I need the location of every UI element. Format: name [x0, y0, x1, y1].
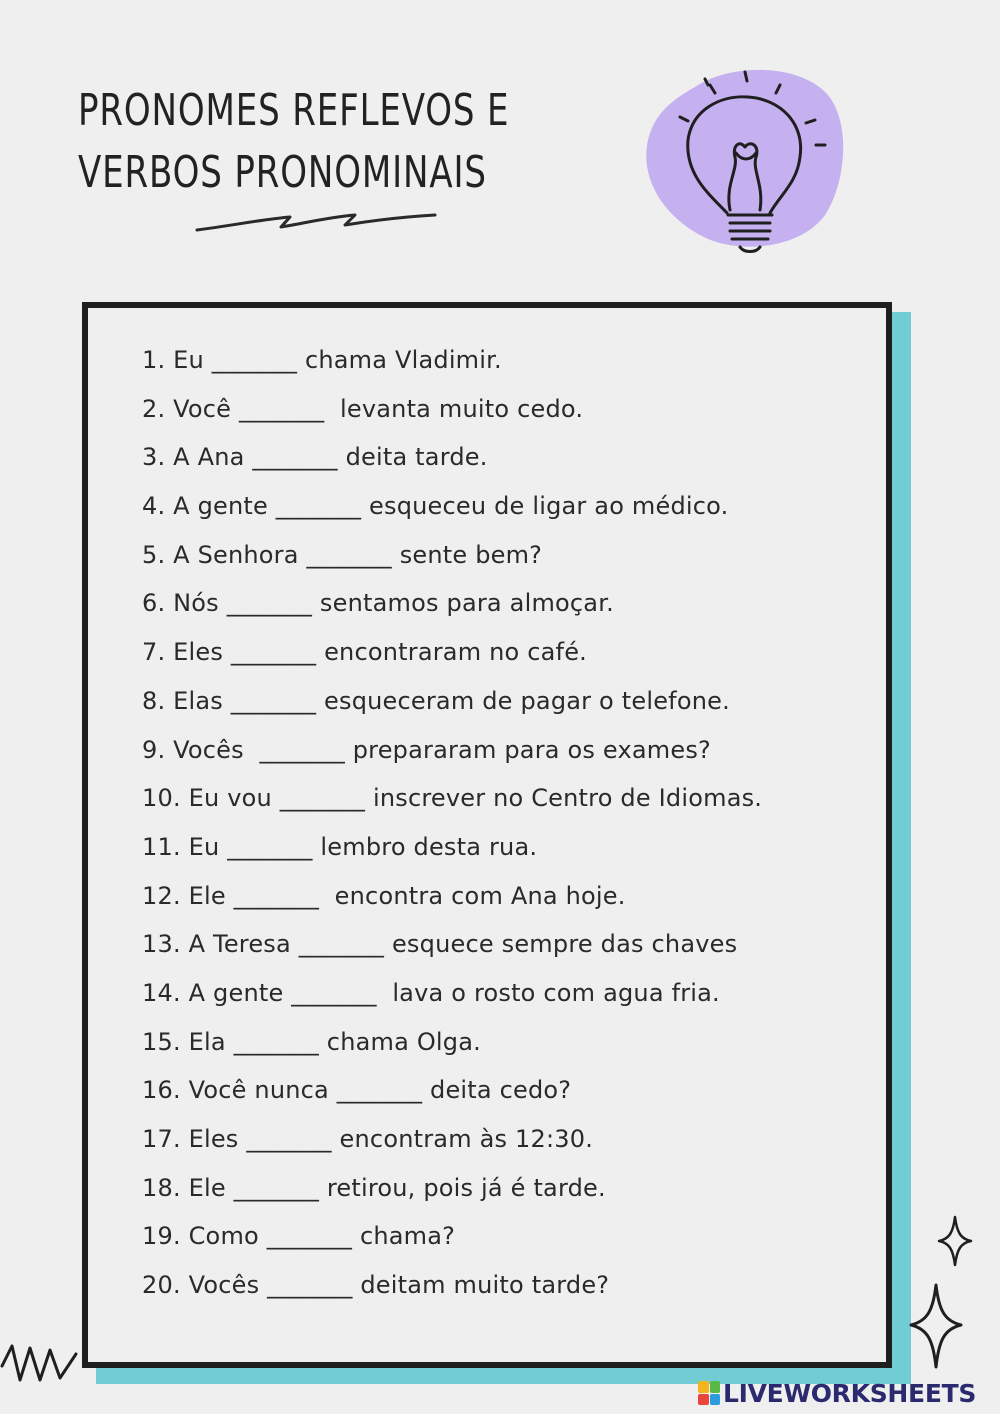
exercise-item-16: 16. Você nunca _______ deita cedo?	[142, 1076, 572, 1105]
exercise-item-8: 8. Elas _______ esqueceram de pagar o telefone.	[142, 686, 730, 715]
exercise-item-11: 11. Eu _______ lembro desta rua.	[142, 832, 538, 861]
exercise-list	[142, 340, 762, 1314]
exercise-item-20: 20. Vocês _______ deitam muito tarde?	[142, 1271, 610, 1300]
exercise-item-9: 9. Vocês _______ prepararam para os exames?	[142, 735, 711, 764]
squiggle-underline-icon	[195, 205, 440, 235]
exercise-item-14: 14. A gente _______ lava o rosto com agua fria.	[142, 978, 720, 1007]
exercise-item-18: 18. Ele _______ retirou, pois já é tarde.	[142, 1173, 606, 1202]
exercise-item-4: 4. A gente _______ esqueceu de ligar ao médico.	[142, 492, 729, 521]
exercise-item-19: 19. Como _______ chama?	[142, 1222, 456, 1251]
exercise-card	[82, 302, 892, 1368]
exercise-item-17: 17. Eles _______ encontram às 12:30.	[142, 1125, 594, 1153]
sparkle-icon	[937, 1215, 973, 1267]
zigzag-icon	[0, 1340, 80, 1390]
exercise-item-6: 6. Nós _______ sentamos para almoçar.	[142, 589, 614, 618]
exercise-item-13: 13. A Teresa _______ esquece sempre das chaves	[142, 930, 738, 959]
exercise-item-3: 3. A Ana _______ deita tarde.	[142, 443, 488, 472]
exercise-item-2: 2. Você _______ levanta muito cedo.	[142, 394, 584, 423]
exercise-item-5: 5. A Senhora _______ sente bem?	[142, 540, 543, 569]
liveworksheets-brand	[698, 1376, 976, 1410]
exercise-item-7: 7. Eles _______ encontraram no café.	[142, 638, 587, 667]
lightbulb-icon	[640, 65, 850, 265]
exercise-item-15: 15. Ela _______ chama Olga.	[142, 1027, 481, 1056]
exercise-item-12: 12. Ele _______ encontra com Ana hoje.	[142, 881, 626, 910]
exercise-item-10: 10. Eu vou _______ inscrever no Centro de Idiomas.	[142, 784, 763, 813]
liveworksheets-logo-icon	[698, 1381, 720, 1405]
sparkle-icon	[908, 1283, 964, 1369]
page-title	[78, 80, 598, 204]
brand-text: LIVEWORKSHEETS	[723, 1378, 977, 1408]
exercise-item-1: 1. Eu _______ chama Vladimir.	[142, 346, 502, 374]
title-line-1: PRONOMES REFLEVOS E	[78, 85, 510, 136]
title-line-2: VERBOS PRONOMINAIS	[78, 147, 487, 198]
